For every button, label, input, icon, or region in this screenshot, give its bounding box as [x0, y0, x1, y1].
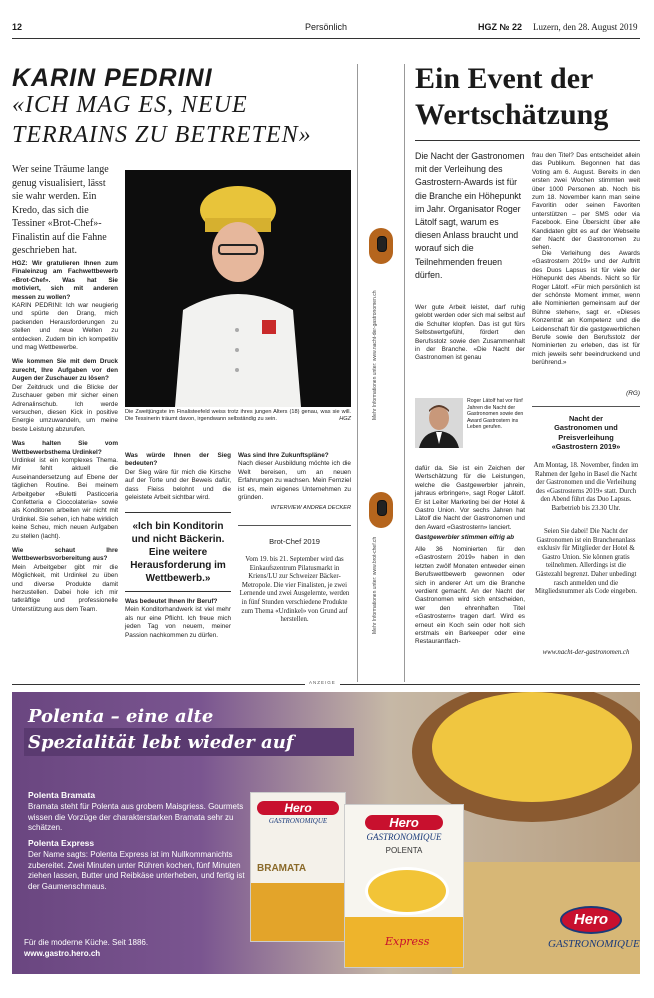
bramata-package [250, 792, 346, 942]
column-divider-left [357, 64, 358, 682]
answer-3: Urdinkel ist ein komplexes Thema. Mir fehlt aktuell die Auseinandersetzung auf Ebene der täglichen Routine. Bei meinem Arbeitgeber «Buletti Pasticceria Confetteria e Cioccolateria» sowie als Konditoren arbeiten wir nicht mit Urdinkel. Sie sehen, ich habe wirklich keine Scheu, mich neuen Aufgaben zu stellen (lacht). [12, 456, 118, 540]
page-number: 12 [12, 22, 23, 32]
box1-grain-image [251, 883, 345, 941]
right-lead: Die Nacht der Gastronomen mit der Verleihung des Gastrostern-Awards ist für die Branche ein Höhepunkt im Jahr. Organisator Roger Lätolf sagt, warum es diesen Anlass braucht und worauf sich die Teilnehmenden freuen dürfen. [415, 151, 525, 280]
box1-subbrand: GASTRONOMIQUE [268, 817, 328, 825]
header-rule [12, 38, 640, 39]
hero-logo: Hero [560, 906, 622, 934]
right-headline-rule [415, 140, 640, 141]
ad-headline-line1: Polenta – eine alte [28, 706, 214, 727]
sidebar-title-brotchef: Brot-Chef 2019 [269, 537, 320, 546]
right-body-1: Wer gute Arbeit leistet, darf ruhig gelobt werden oder sich mal selbst auf die Schulter klopfen. Das ist gut fürs Selbstwertgefühl, fördert den Berufsstolz sowie den Zusammenhalt in der Branche. «Die Nacht der Gastronomen ist genau [415, 304, 525, 362]
right-sidebar-text-2: Seien Sie dabei! Die Nacht der Gastronomen ist ein Branchenanlass exklusiv für Mitglieder der Hotel & Gastro Union. Sie können gratis teilnehmen. Allerdings ist die Gästezahl begrenzt. Daher unbedingt rasch anmelden und die Mitgliedsnummer als Code eingeben. [535, 528, 637, 596]
box2-product-name: POLENTA [385, 846, 423, 855]
section-label: Persönlich [305, 22, 348, 32]
mouse-icon-top [369, 228, 393, 264]
answer-5: Der Sieg wäre für mich die Kirsche auf der Torte und der Beweis dafür, dass Fleiss belohnt und die geleistete Arbeit sichtbar wird. [125, 468, 231, 502]
right-sidebar-link[interactable]: www.nacht-der-gastronomen.ch [542, 649, 630, 656]
right-body-5: Die Verleihung des Awards «Gastrostern 2019» und der Auftritt des Duos Lapsus ist für viele der Höhepunkt des Abends. Nicht so für Roger Lätolf. «Für mich persönlich ist der schönste Moment immer, wenn alle Nominierten gemeinsam auf der Bühne stehen», sagt er. «Dieses Konzentrat an Kompetenz und die Leidenschaft für die gastgewerblichen Berufe sowie den Berufsstolz der Nominierten zu erleben, das ist für mich jeweils sehr beeindruckend und berührend.» [532, 250, 640, 367]
box2-plate-image [365, 867, 449, 915]
article-kicker-name: KARIN PEDRINI [12, 64, 213, 92]
answer-7: Nach dieser Ausbildung möchte ich die Welt bereisen, um an neuen Erfahrungen zu wachsen. Mein Fernziel ist es, mein eigenes Unternehmen zu gründen. [238, 460, 351, 502]
dateline: Luzern, den 28. August 2019 [533, 22, 638, 32]
right-signature: (RG) [626, 390, 640, 397]
box1-product-name: BRAMATA [257, 863, 307, 874]
ad-headline-line2: Spezialität lebt wieder auf [28, 732, 294, 753]
column-divider-right [404, 64, 405, 682]
question-4: Wie schaut Ihre Wettbewerbsvorbereitung aus? [12, 547, 118, 563]
hero-polenta-advertisement [12, 692, 640, 974]
right-body-3: Alle 36 Nominierten für den «Gastrostern 2019» haben in den letzten zwölf Monaten entweder einen Berufswettbewerb gewonnen oder sich in anderer Art um die Branche verdient gemacht. An der Nacht der Gastronomen wird sich entscheiden, wer den ehrenhaften Titel «Gastrostern» tragen darf. Wird es erneut ein Koch sein oder holt sich erstmals ein Barkeeper oder eine Restaurantfach- [415, 546, 525, 646]
box2-subbrand: GASTRONOMIQUE [366, 832, 442, 842]
question-2: Wie kommen Sie mit dem Druck zurecht, Ihre Aufgaben vor den Augen der Zuschauer zu lösen? [12, 358, 118, 383]
article-headline-line1: «ICH MAG ES, NEUE [12, 92, 248, 118]
roger-illustration [415, 398, 463, 448]
question-7: Was sind Ihre Zukunftspläne? [238, 452, 329, 459]
pullquote-rule-bottom [125, 591, 231, 592]
right-body-2: dafür da. Sie ist ein Zeichen der Wertschätzung für die Leistungen, welche die Gastgewerbler jahrein, jahraus erbringen», sagt Roger Lätolf. Er ist Leiter Marketing bei der Hotel & Gastro Union. Vor sechs Jahren hat Lätolf die Nacht der Gastronomen und den Award «Gastrostern» lanciert. [415, 465, 525, 531]
photo-caption [125, 409, 351, 423]
sidebar-title-line2: Gastronomen und [554, 423, 618, 433]
vertical-note-gastronomen: Mehr Informationen unter: www.nacht-der-gastronomen.ch [372, 290, 378, 420]
pull-quote: «Ich bin Konditorin und nicht Bäckerin. Eine weitere Herausforderung im Wettbewerb.» [130, 521, 226, 584]
question-3: Was halten Sie vom Wettbewerbsthema Urdinkel? [12, 440, 118, 456]
chef-illustration [125, 170, 351, 407]
answer-6: Mein Konditorhandwerk ist viel mehr als nur eine Pflicht. Ich freue mich jeden Tag von neuem, meiner Passion nachkommen zu dürfen. [125, 606, 231, 639]
ad-product2-text: Der Name sagts: Polenta Express ist im Nullkommanichts zubereitet. Zwei Minuten unter Rühren kochen, fünf Minuten ziehen lassen, Butter und Reibkäse unterheben, und fertig ist der Gaumenschmaus. [28, 850, 245, 891]
ad-product1-text: Bramata steht für Polenta aus grobem Maisgriess. Gourmets wissen die Vorzüge der charakterstarken Bramata sehr zu schätzen. [28, 802, 244, 832]
portrait-photo-roger [415, 398, 463, 448]
article-headline-line2: TERRAINS ZU BETRETEN» [12, 122, 312, 148]
ad-label: ANZEIGE [305, 680, 340, 685]
article-lead: Wer seine Träume lange genug visualisiert, lässt sie wahr werden. Ein Kredo, das sich die Tessiner «Brot-Chef»-Finalistin auf die Fahne geschrieben hat. [12, 164, 109, 256]
vertical-note-brotchef: Mehr Informationen unter: www.brot-chef.ch [372, 536, 378, 634]
pullquote-rule-top [125, 512, 231, 513]
mouse-icon-bottom [369, 492, 393, 528]
right-headline-line1: Ein Event der [415, 62, 594, 95]
interview-column-3 [238, 452, 351, 513]
right-sidebar-title [532, 414, 640, 452]
box2-hero-logo: Hero [365, 815, 443, 830]
portrait-photo-karin [125, 170, 351, 407]
answer-4: Mein Arbeitgeber gibt mir die Möglichkeit, mit Urdinkel zu üben und diverse Produkte damit herzustellen. Dabei hole ich mir tatkräftige und professionelle Unterstützung aus dem Team. [12, 563, 118, 613]
box1-hero-logo: Hero [257, 801, 339, 815]
sidebar-title-line4: «Gastrostern 2019» [551, 442, 621, 452]
interview-credit: INTERVIEW ANDREA DECKER [270, 505, 351, 512]
interview-column-1 [12, 260, 118, 690]
ad-footer-slogan: Für die moderne Küche. Seit 1886. [24, 938, 149, 947]
question-6: Was bedeutet Ihnen Ihr Beruf? [125, 598, 218, 605]
sidebar-title-line1: Nacht der [568, 414, 604, 423]
right-subhead: Gastgewerbler stimmen eifrig ab [415, 534, 515, 541]
answer-1: KARIN PEDRINI: Ich war neugierig und spürte den Drang, mich packenden Herausforderungen zu stellen und neue Welten zu entdecken. Zudem bin ich kompetitiv und mag Wettbewerbe. [12, 302, 118, 352]
interview-column-2 [125, 452, 231, 502]
publication-name: HGZ № 22 [478, 22, 523, 32]
right-sidebar-rule [532, 406, 640, 407]
sidebar-title-line3: Preisverleihung [558, 432, 614, 442]
sidebar-text-brotchef: Vom 19. bis 21. September wird das Einkaufszentrum Pilatusmarkt in Kriens/LU zur Schweizer Bäcker-Metropole. Die vier Finalisten, je zwei Lernende und zwei Ausgelernte, werden in fünf Stunden verschiedene Produkte zum Thema «Urdinkel» von Grund auf herstellen. [239, 556, 350, 624]
polenta-bowl-shape [432, 692, 632, 802]
ad-footer-url[interactable]: www.gastro.hero.ch [24, 949, 101, 958]
polenta-express-package [344, 804, 464, 968]
hero-logo-gastronomique: GASTRONOMIQUE [548, 938, 640, 950]
question-5: Was würde Ihnen der Sieg bedeuten? [125, 452, 231, 468]
right-sidebar-text-1: Am Montag, 18. November, finden im Rahmen der Igeho in Basel die Nacht der Gastronomen und die Verleihung des «Gastrosterns 2019» statt. Durch den Abend führt das Duo Lapsus. Barbetrieb bis 23.30 Uhr. [533, 462, 639, 512]
answer-2: Der Zeitdruck und die Blicke der Zuschauer geben mir sicher einen Adrenalinschub. Ich werde versuchen, diesen Kick in positive Energie umzuwandeln, um meine beste Leistung abzurufen. [12, 383, 118, 433]
right-body-4: frau den Titel? Das entscheidet allein das Publikum. Begonnen hat das Voting am 6. August. Bereits in den ersten zwei Wochen stimmten weit über 1000 Personen ab. Noch bis zum 18. November kann man seine Favoritin oder seinen Favoriten unterstützen – per SMS oder via Facebook. Eine Übersicht über alle Kandidaten gibt es auf der Webseite der Nacht der Gastronomen zu sehen. [532, 152, 640, 252]
photo-credit: HGZ [339, 416, 351, 423]
sidebar-rule [238, 525, 351, 526]
ad-product1-title: Polenta Bramata [28, 790, 96, 800]
photo-caption-text: Die Zweitjüngste im Finalisteefeld weiss trotz ihres jungen Alters (18) genau, was sie will. Die Tessinerin träumt davon, irgendwann selbständig zu sein. [125, 409, 351, 423]
portrait-caption-roger: Roger Lätolf hat vor fünf Jahren die Nacht der Gastronomen sowie den Award Gastrostern ins Leben gerufen. [467, 398, 524, 431]
question-1: HGZ: Wir gratulieren Ihnen zum Finaleinzug am Fachwettbewerb «Brot-Chef». Was hat Sie motiviert, sich mit anderen messen zu wollen? [12, 260, 118, 301]
ad-product2-title: Polenta Express [28, 838, 95, 848]
box2-express-label: Express [385, 935, 430, 948]
right-headline-line2: Wertschätzung [415, 98, 609, 131]
interview-column-2b [125, 598, 231, 640]
